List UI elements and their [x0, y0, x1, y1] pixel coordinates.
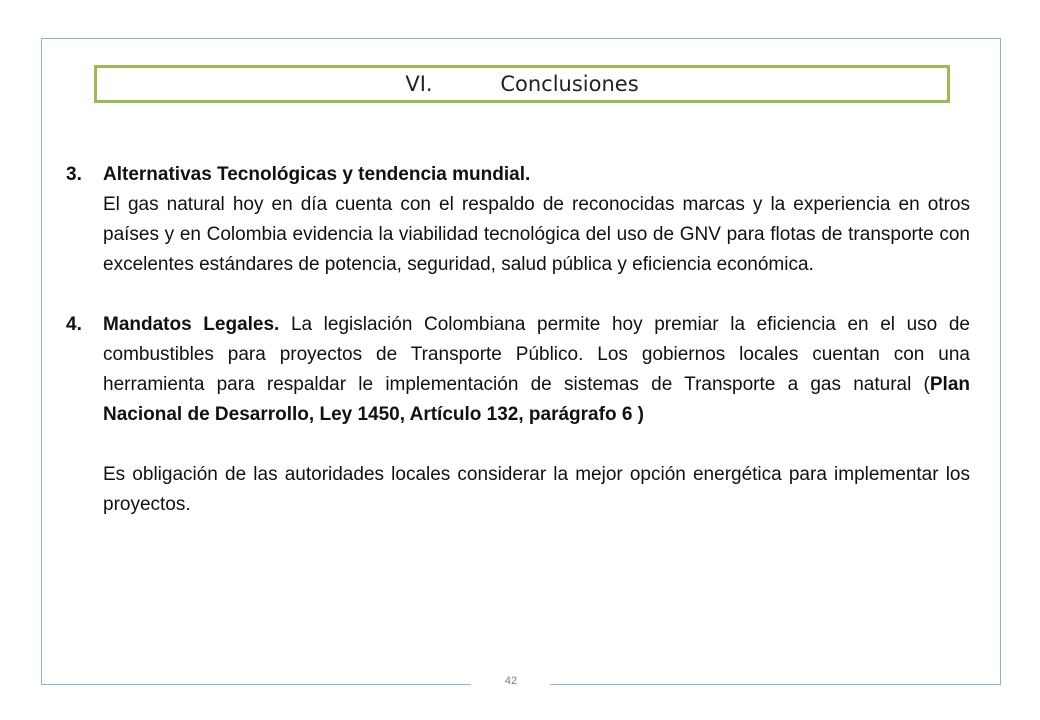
closing-paragraph: Es obligación de las autoridades locales considerar la mejor opción energética para implementar los proyectos.	[103, 464, 970, 515]
frame-left-border	[41, 38, 42, 684]
frame-right-border	[1000, 38, 1001, 684]
content-body	[66, 160, 970, 520]
item-heading: Mandatos Legales.	[103, 314, 280, 335]
frame-top-border	[41, 38, 1001, 39]
section-title-box	[94, 65, 950, 103]
legal-reference: Plan Nacional de Desarrollo, Ley 1450, Artículo 132, parágrafo 6 )	[103, 374, 970, 425]
item-content	[103, 160, 970, 280]
frame-bottom-border-right	[550, 684, 1001, 685]
item-heading: Alternativas Tecnológicas y tendencia mundial.	[103, 164, 531, 185]
list-item-4	[66, 310, 970, 430]
section-number: VI.	[405, 72, 433, 96]
item-number: 3.	[66, 164, 82, 185]
item-paragraph: El gas natural hoy en día cuenta con el respaldo de reconocidas marcas y la experiencia en otros países y en Colombia evidencia la viabilidad tecnológica del uso de GNV para flotas de transporte con excelentes estándares de potencia, seguridad, salud pública y eficiencia económica.	[103, 194, 970, 275]
section-title: Conclusiones	[500, 72, 639, 96]
page-number: 42	[504, 675, 518, 687]
frame-bottom-border-left	[41, 684, 471, 685]
item-content	[103, 310, 970, 430]
item-paragraph: La legislación Colombiana permite hoy premiar la eficiencia en el uso de combustibles para proyectos de Transporte Público. Los gobiernos locales cuentan con una herramienta para respaldar le implementación de sistemas de Transporte a gas natural (	[103, 314, 970, 395]
item-number: 4.	[66, 314, 82, 335]
list-item-3	[66, 160, 970, 280]
